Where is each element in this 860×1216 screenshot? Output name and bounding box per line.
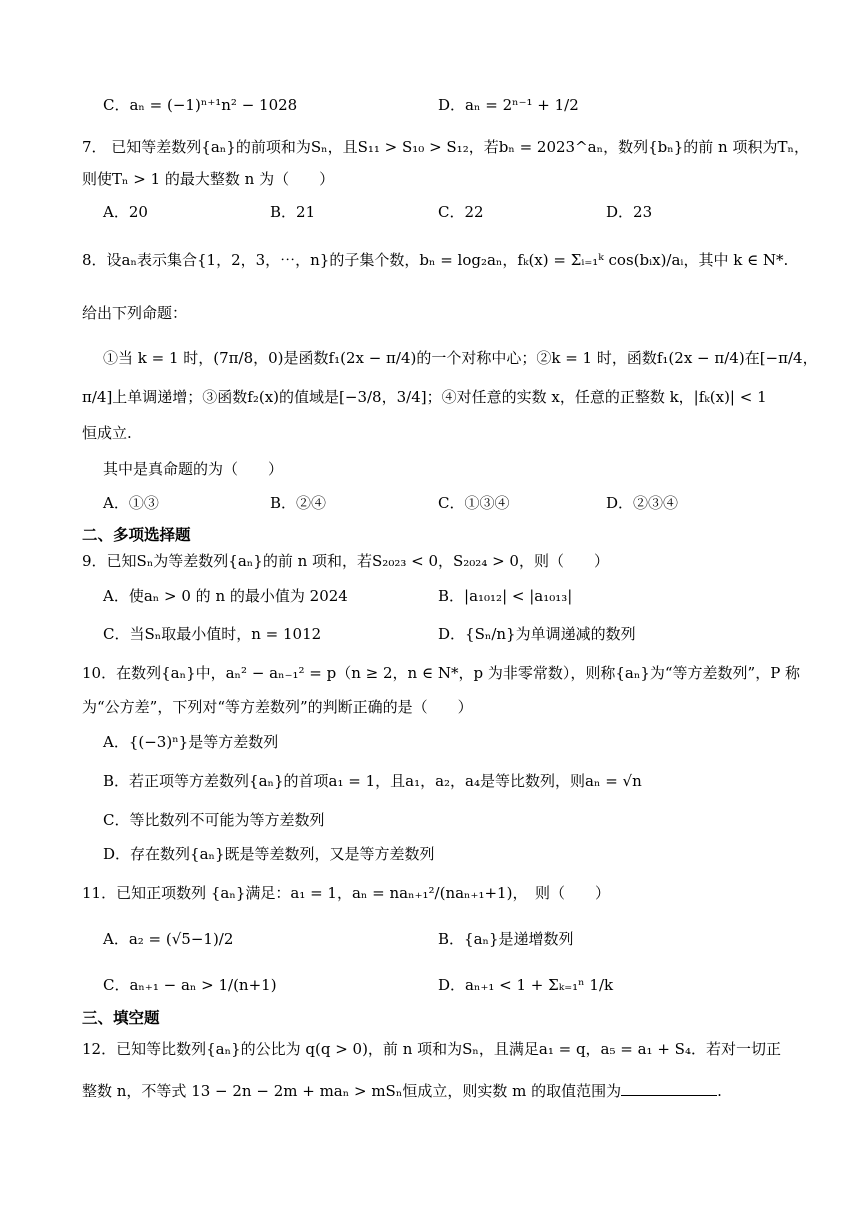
q11-option-a: A．a₂ = (√5−1)/2 [103, 930, 234, 948]
q7-option-a: A．20 [103, 203, 148, 221]
q8-prompt: 其中是真命题的为（ ） [103, 460, 284, 478]
q7-stem-line-2: 则使Tₙ > 1 的最大整数 n 为（ ） [82, 170, 335, 188]
q8-option-b: B．②④ [270, 494, 327, 512]
section-heading-fill-in: 三、填空题 [82, 1009, 160, 1027]
q8-statement-line-1: ①当 k = 1 时，(7π/8，0)是函数f₁(2x − π/4)的一个对称中心；②k = 1 时，函数f₁(2x − π/4)在[−π/4， [103, 349, 818, 367]
q12-stem-line-2 [82, 1079, 722, 1102]
q8-stem-line-1: 8．设aₙ表示集合{1，2，3，⋯，n}的子集个数，bₙ = log₂aₙ，fₖ(x) = Σᵢ₌₁ᵏ cos(bᵢx)/aᵢ，其中 k ∈ N*. [82, 251, 789, 269]
q7-option-b: B．21 [270, 203, 316, 221]
q9-option-d: D．{Sₙ/n}为单调递减的数列 [438, 625, 636, 643]
q11-option-d: D．aₙ₊₁ < 1 + Σₖ₌₁ⁿ 1/k [438, 976, 614, 994]
answer-blank [621, 1079, 717, 1096]
q8-option-c: C．①③④ [438, 494, 510, 512]
q6-option-d: D．aₙ = 2ⁿ⁻¹ + 1/2 [438, 96, 579, 114]
section-heading-multiple-choice: 二、多项选择题 [82, 526, 191, 544]
q8-statement-line-3: 恒成立. [82, 424, 132, 442]
q10-stem-line-2: 为“公方差”，下列对“等方差数列”的判断正确的是（ ） [82, 698, 473, 716]
q6-option-c: C．aₙ = (−1)ⁿ⁺¹n² − 1028 [103, 96, 298, 114]
q9-option-a: A．使aₙ > 0 的 n 的最小值为 2024 [103, 587, 348, 605]
q10-option-b: B．若正项等方差数列{aₙ}的首项a₁ = 1，且a₁，a₂，a₄是等比数列，则aₙ = √n [103, 772, 642, 790]
q8-statement-line-2: π/4]上单调递增；③函数f₂(x)的值域是[−3/8，3/4]；④对任意的实数 x，任意的正整数 k，|fₖ(x)| < 1 [82, 388, 767, 406]
q8-stem-line-2: 给出下列命题： [82, 304, 188, 322]
q10-stem-line-1: 10．在数列{aₙ}中，aₙ² − aₙ₋₁² = p（n ≥ 2，n ∈ N*，p 为非零常数），则称{aₙ}为“等方差数列”，P 称 [82, 664, 801, 682]
q9-option-c: C．当Sₙ取最小值时，n = 1012 [103, 625, 322, 643]
q10-option-d: D．存在数列{aₙ}既是等差数列，又是等方差数列 [103, 845, 435, 863]
q12-stem-text: 整数 n，不等式 13 − 2n − 2m + maₙ > mSₙ恒成立，则实数 m 的取值范围为 [82, 1082, 622, 1100]
q11-option-b: B．{aₙ}是递增数列 [438, 930, 574, 948]
q12-stem-line-1: 12．已知等比数列{aₙ}的公比为 q(q > 0)，前 n 项和为Sₙ，且满足a₁ = q，a₅ = a₁ + S₄．若对一切正 [82, 1040, 781, 1058]
q12-end-period: . [717, 1082, 722, 1100]
q9-stem: 9．已知Sₙ为等差数列{aₙ}的前 n 项和，若S₂₀₂₃ < 0，S₂₀₂₄ > 0，则（ ） [82, 552, 609, 570]
q11-option-c: C．aₙ₊₁ − aₙ > 1/(n+1) [103, 976, 277, 994]
q7-option-d: D．23 [606, 203, 653, 221]
q7-option-c: C．22 [438, 203, 484, 221]
q8-option-d: D．②③④ [606, 494, 679, 512]
q8-option-a: A．①③ [103, 494, 159, 512]
q10-option-c: C．等比数列不可能为等方差数列 [103, 811, 325, 829]
q11-stem: 11．已知正项数列 {aₙ}满足：a₁ = 1，aₙ = naₙ₊₁²/(naₙ₊₁+1)， 则（ ） [82, 884, 610, 902]
q10-option-a: A．{(−3)ⁿ}是等方差数列 [103, 733, 279, 751]
q7-stem-line-1: 7． 已知等差数列{aₙ}的前项和为Sₙ，且S₁₁ > S₁₀ > S₁₂，若bₙ = 2023^aₙ，数列{bₙ}的前 n 项积为Tₙ， [82, 138, 809, 156]
q9-option-b: B．|a₁₀₁₂| < |a₁₀₁₃| [438, 587, 573, 605]
